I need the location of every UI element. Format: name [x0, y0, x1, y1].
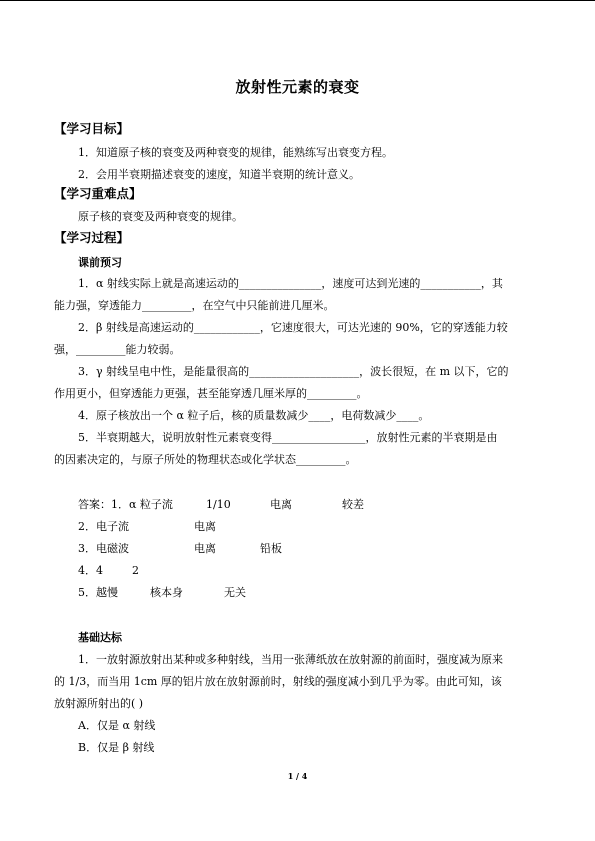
preview-line-9: 的因素决定的，与原子所处的物理状态或化学状态_________。 [54, 453, 357, 466]
answer-cell: 核本身 [150, 586, 183, 599]
preview-line-6: 作用更小，但穿透能力更强，甚至能穿透几厘米厚的_________。 [54, 387, 368, 400]
answer-cell: 电离 [270, 498, 292, 511]
answer-cell: 无关 [224, 586, 246, 599]
preview-line-2: 能力强，穿透能力_________，在空气中只能前进几厘米。 [54, 299, 335, 312]
answer-cell: 铅板 [260, 542, 282, 555]
answer-cell: 2 [132, 564, 139, 577]
process-heading: 【学习过程】 [54, 230, 130, 245]
answer-cell: 3．电磁波 [78, 542, 129, 555]
goals-heading: 【学习目标】 [54, 121, 130, 136]
answer-cell: 2．电子流 [78, 520, 129, 533]
preview-heading: 课前预习 [78, 256, 122, 269]
option-a: A．仅是 α 射线 [78, 719, 156, 732]
page-number: 1 / 4 [287, 771, 308, 781]
answer-cell: 电离 [194, 542, 216, 555]
answer-cell: 5．越慢 [78, 586, 118, 599]
answer-row-5 [54, 586, 544, 600]
key-points-heading: 【学习重难点】 [54, 186, 142, 201]
answer-row-1 [78, 498, 544, 512]
answer-row-4 [54, 564, 544, 578]
answer-row-2 [54, 520, 544, 534]
page-title: 放射性元素的衰变 [235, 78, 360, 96]
preview-line-5: 3．γ 射线呈电中性，是能量很高的____________________，波长很短，在 m 以下，它的 [78, 365, 509, 378]
basic-line-3: 放射源所射出的( ) [54, 697, 144, 710]
answer-cell: 答案：1．α 粒子流 [78, 498, 173, 511]
answer-row-3 [54, 542, 544, 556]
preview-line-8: 5．半衰期越大，说明放射性元素衰变得_________________，放射性元素的半衰期是由 [78, 431, 498, 444]
basic-line-1: 1．一放射源放射出某种或多种射线，当用一张薄纸放在放射源的前面时，强度减为原来 [78, 653, 503, 666]
basic-line-2: 的 1/3，而当用 1cm 厚的铝片放在放射源前时，射线的强度减小到几乎为零。由此可知，该 [54, 675, 502, 688]
preview-line-7: 4．原子核放出一个 α 粒子后，核的质量数减少____，电荷数减少____。 [78, 409, 430, 422]
goal-item-1: 1．知道原子核的衰变及两种衰变的规律，能熟练写出衰变方程。 [78, 146, 393, 159]
preview-line-1: 1．α 射线实际上就是高速运动的_______________，速度可达到光速的___________，其 [78, 277, 503, 290]
preview-line-3: 2．β 射线是高速运动的____________，它速度很大，可达光速的 90%，它的穿透能力较 [78, 321, 508, 334]
answer-cell: 电离 [194, 520, 216, 533]
answer-cell: 1/10 [206, 498, 231, 511]
basic-heading: 基础达标 [78, 631, 122, 644]
answer-cell: 较差 [342, 498, 364, 511]
option-b: B．仅是 β 射线 [78, 741, 155, 754]
answer-cell: 4．4 [78, 564, 103, 577]
goal-item-2: 2．会用半衰期描述衰变的速度，知道半衰期的统计意义。 [78, 168, 360, 181]
key-points-text: 原子核的衰变及两种衰变的规律。 [78, 210, 243, 223]
preview-line-4: 强，_________能力较弱。 [54, 343, 181, 356]
